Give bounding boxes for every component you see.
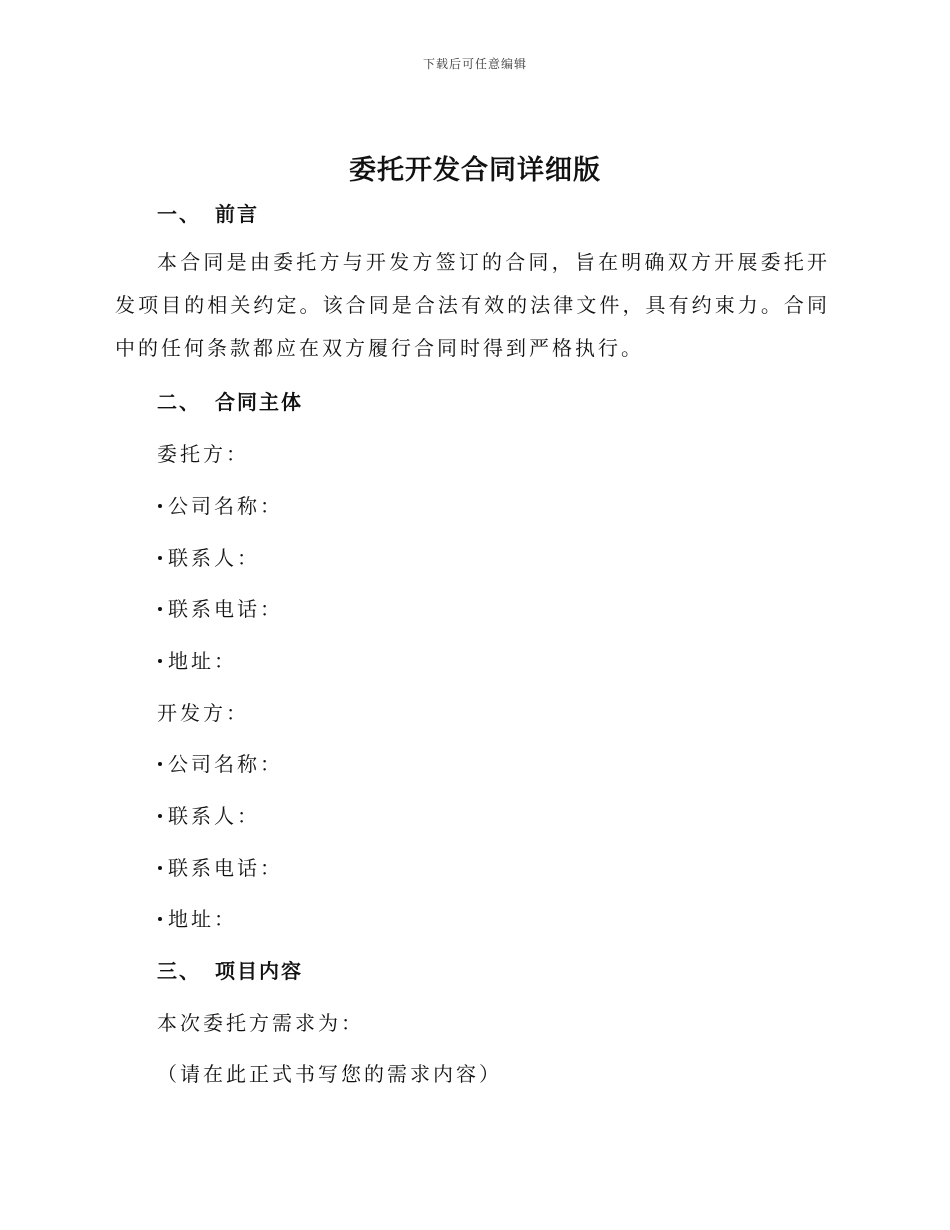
developer-address-item <box>157 903 237 932</box>
bullet-icon <box>158 917 162 921</box>
requirement-placeholder: （请在此正式书写您的需求内容） <box>157 1062 502 1086</box>
requirement-intro: 本次委托方需求为： <box>157 1011 364 1035</box>
section-1-heading <box>157 198 259 227</box>
field-label: 联系人： <box>168 804 260 828</box>
field-label: 公司名称： <box>168 752 283 776</box>
client-company-name-item <box>157 490 283 519</box>
developer-label: 开发方： <box>157 701 249 725</box>
section-3-heading <box>157 955 303 984</box>
client-phone-item <box>157 593 283 622</box>
bullet-icon <box>158 504 162 508</box>
bullet-icon <box>158 814 162 818</box>
field-label: 联系电话： <box>168 856 283 880</box>
document-title: 委托开发合同详细版 <box>349 155 601 186</box>
developer-phone-item <box>157 852 283 881</box>
section-1-title: 前言 <box>215 202 259 226</box>
developer-contact-item <box>157 800 260 829</box>
bullet-icon <box>158 607 162 611</box>
bullet-icon <box>158 866 162 870</box>
field-label: 地址： <box>168 907 237 931</box>
developer-company-name-item <box>157 748 283 777</box>
client-label: 委托方： <box>157 442 249 466</box>
page-header-note: 下载后可任意编辑 <box>422 57 527 71</box>
preface-paragraph: 本合同是由委托方与开发方签订的合同，旨在明确双方开展委托开发项目的相关约定。该合同是合法有效的法律文件，具有约束力。合同中的任何条款都应在双方履行合同时得到严格执行。 <box>115 250 830 360</box>
field-label: 联系人： <box>168 546 260 570</box>
section-1-number: 一、 <box>157 202 201 226</box>
field-label: 公司名称： <box>168 494 283 518</box>
section-3-number: 三、 <box>157 959 201 983</box>
bullet-icon <box>158 556 162 560</box>
client-contact-item <box>157 542 260 571</box>
section-3-title: 项目内容 <box>215 959 303 983</box>
section-2-number: 二、 <box>157 390 201 414</box>
field-label: 联系电话： <box>168 597 283 621</box>
bullet-icon <box>158 762 162 766</box>
section-2-title: 合同主体 <box>215 390 303 414</box>
client-address-item <box>157 645 237 674</box>
section-2-heading <box>157 386 303 415</box>
field-label: 地址： <box>168 649 237 673</box>
bullet-icon <box>158 659 162 663</box>
